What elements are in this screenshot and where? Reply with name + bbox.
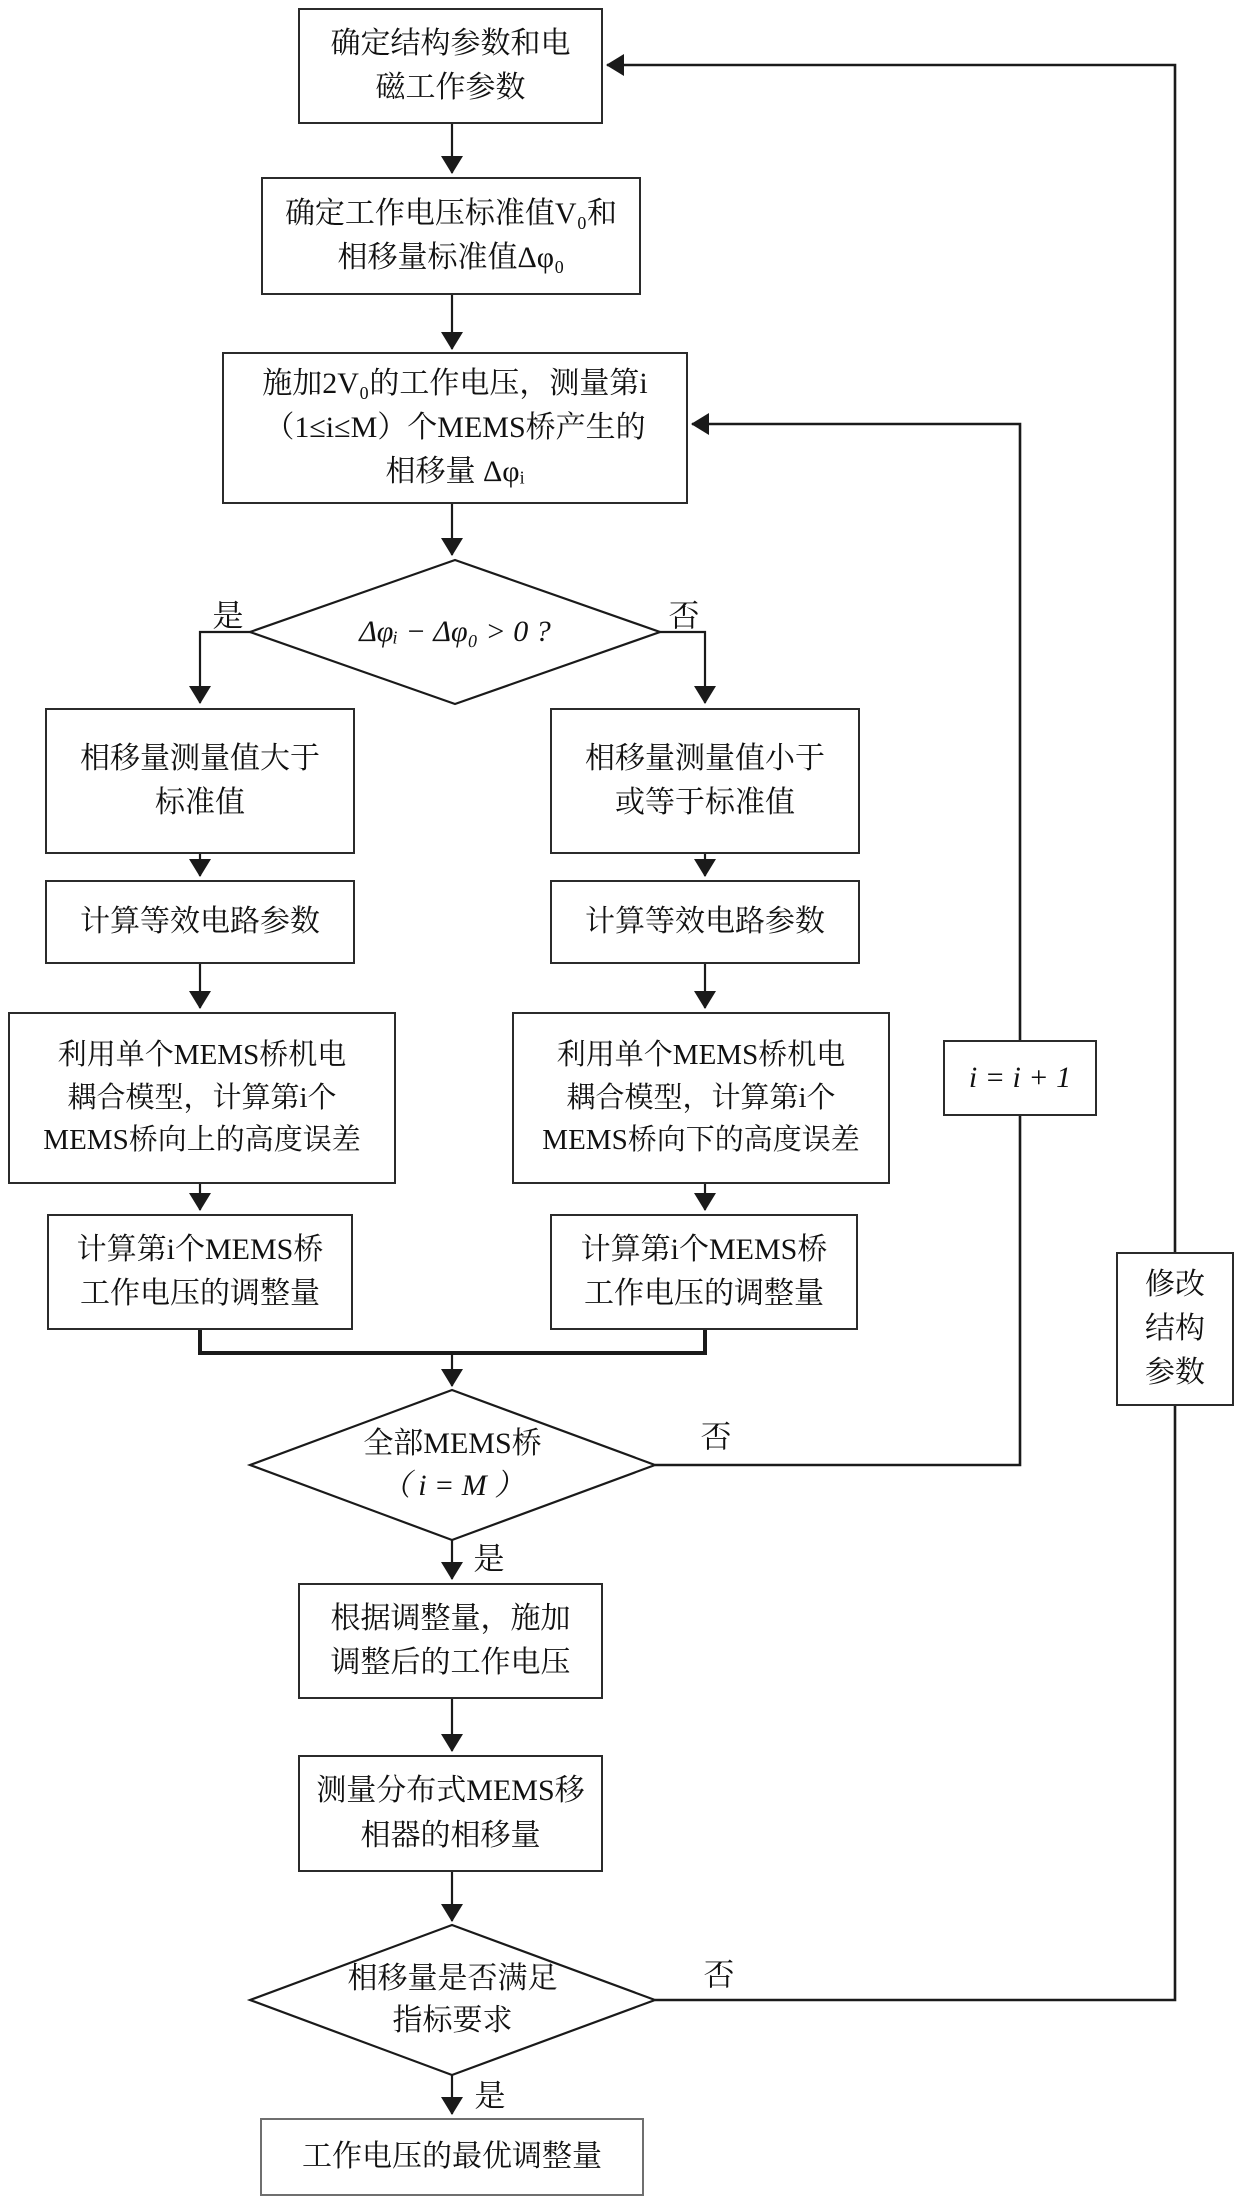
text-line: 施加2V₀的工作电压，测量第i — [262, 366, 648, 400]
process-optimal-voltage-adjustment — [260, 2118, 644, 2196]
process-define-structure-em-params — [298, 8, 603, 124]
decision-meets-spec-shape — [250, 1925, 655, 2075]
text-line: MEMS桥向上的高度误差 — [43, 1124, 361, 1157]
connector-decision1-no-right — [658, 632, 705, 703]
process-calc-voltage-adjustment-left — [47, 1214, 353, 1330]
text-line: 相移量测量值小于 — [585, 741, 825, 775]
label-decision2-yes: 是 — [473, 1541, 505, 1577]
text-line: 磁工作参数 — [375, 71, 526, 104]
process-calc-equivalent-circuit-right — [550, 880, 860, 964]
text-line: 耦合模型，计算第i个 — [67, 1081, 337, 1114]
text-line: （ i = M ） — [380, 1469, 525, 1502]
text-line: 相移量测量值大于 — [80, 741, 320, 775]
process-measured-greater-than-standard — [45, 708, 355, 854]
text-line: 确定工作电压标准值V₀和 — [284, 196, 618, 230]
process-apply-voltage-measure-phase — [222, 352, 688, 504]
process-calc-voltage-adjustment-right — [550, 1214, 858, 1330]
text-line: 相移量是否满足 — [347, 1962, 558, 1995]
label-decision1-no: 否 — [668, 598, 700, 634]
text-line: i = i + 1 — [968, 1060, 1072, 1094]
text-line: Δφᵢ − Δφ₀ > 0 ? — [359, 615, 551, 648]
process-calc-upward-height-error — [8, 1012, 396, 1184]
text-line: 结构 — [1145, 1311, 1205, 1345]
text-line: 利用单个MEMS桥机电 — [57, 1039, 347, 1072]
decision-all-mems-bridges-shape — [250, 1390, 655, 1540]
text-line: 计算等效电路参数 — [585, 904, 825, 938]
process-calc-downward-height-error — [512, 1012, 890, 1184]
decision-phase-shift-vs-standard-shape — [250, 560, 660, 704]
text-line: （1≤i≤M）个MEMS桥产生的 — [264, 410, 646, 444]
text-line: 根据调整量，施加 — [330, 1601, 571, 1635]
text-line: 利用单个MEMS桥机电 — [556, 1039, 846, 1072]
text-line: 修改 — [1145, 1267, 1205, 1301]
text-line: 工作电压的调整量 — [584, 1277, 824, 1310]
process-define-standard-values — [261, 177, 641, 295]
connector-merge-line — [200, 1329, 705, 1353]
text-line: 相移量 Δφᵢ — [385, 455, 525, 489]
text-line: 参数 — [1145, 1356, 1205, 1390]
process-increment-i — [943, 1040, 1097, 1116]
process-modify-structure-params — [1116, 1252, 1234, 1406]
text-line: MEMS桥向下的高度误差 — [542, 1124, 860, 1157]
text-line: 工作电压的最优调整量 — [302, 2139, 602, 2173]
text-line: 标准值 — [155, 786, 245, 819]
text-line: 计算等效电路参数 — [80, 904, 320, 938]
connector-decision1-yes-left — [200, 632, 252, 703]
label-decision3-yes: 是 — [474, 2078, 506, 2114]
text-line: 相器的相移量 — [360, 1818, 541, 1852]
text-line: 测量分布式MEMS移 — [316, 1774, 585, 1808]
text-line: 相移量标准值Δφ₀ — [337, 241, 565, 274]
label-decision1-yes: 是 — [212, 598, 244, 634]
text-line: 调整后的工作电压 — [330, 1646, 571, 1679]
text-line: 全部MEMS桥 — [363, 1427, 542, 1460]
process-measured-less-equal-standard — [550, 708, 860, 854]
process-measure-distributed-phase-shift — [298, 1755, 603, 1872]
text-line: 或等于标准值 — [615, 786, 795, 819]
label-decision2-no: 否 — [700, 1419, 732, 1455]
text-line: 指标要求 — [392, 2004, 513, 2037]
label-decision3-no: 否 — [703, 1957, 735, 1993]
text-line: 计算第i个MEMS桥 — [76, 1232, 324, 1266]
process-apply-adjusted-voltage — [298, 1583, 603, 1699]
process-calc-equivalent-circuit-left — [45, 880, 355, 964]
text-line: 耦合模型，计算第i个 — [566, 1081, 836, 1114]
text-line: 确定结构参数和电 — [330, 26, 571, 60]
text-line: 计算第i个MEMS桥 — [580, 1232, 828, 1266]
text-line: 工作电压的调整量 — [80, 1277, 320, 1310]
